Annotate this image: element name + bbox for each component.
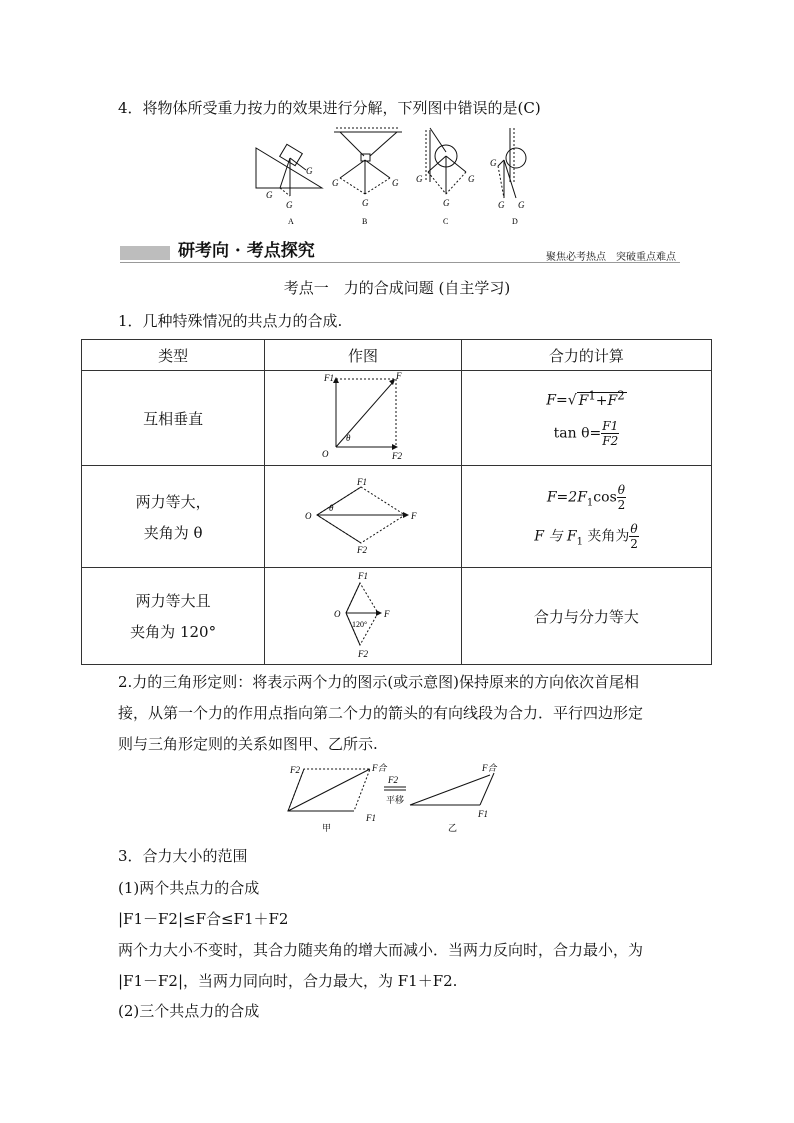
label-b-g: G bbox=[362, 198, 369, 208]
table-row-120 bbox=[82, 568, 712, 665]
label-f1: F1 bbox=[324, 373, 335, 383]
label-f2: F2 bbox=[290, 765, 300, 775]
label-b-g2: G bbox=[392, 178, 399, 188]
label-b-g1: G bbox=[332, 178, 339, 188]
label-d-g2: G bbox=[518, 200, 525, 210]
label-f1: F1 bbox=[358, 571, 369, 581]
label-f: F bbox=[396, 371, 402, 381]
label-d-g: G bbox=[498, 200, 505, 210]
perpendicular-diagram bbox=[318, 371, 408, 461]
section-rule bbox=[120, 262, 680, 263]
label-f1: F1 bbox=[366, 813, 376, 823]
topic-heading: 考点一 力的合成问题 (自主学习) bbox=[283, 279, 511, 297]
magnitude-formula: F=√ $F^1+F^2$ bbox=[546, 388, 625, 409]
paragraph-2-line-2: 接，从第一个力的作用点指向第二个力的箭头的有向线段为合力．平行四边形定 bbox=[118, 704, 644, 722]
paragraph-3-1: (1)两个共点力的合成 bbox=[118, 879, 260, 897]
triangle-rule-figure bbox=[284, 761, 524, 833]
header-diagram: 作图 bbox=[265, 340, 462, 371]
label-c-g1: G bbox=[416, 174, 423, 184]
diagram-cell bbox=[265, 371, 462, 466]
section-header bbox=[120, 241, 680, 263]
label-f1-2: F1 bbox=[478, 809, 488, 819]
120-diagram bbox=[318, 569, 408, 659]
section-bar-block bbox=[120, 246, 170, 260]
paragraph-2-line-3: 则与三角形定则的关系如图甲、乙所示. bbox=[118, 735, 378, 753]
header-calc: 合力的计算 bbox=[461, 340, 711, 371]
table-row-perpendicular bbox=[82, 371, 712, 466]
gravity-decomposition-figure bbox=[252, 126, 552, 230]
label-he: F合 bbox=[372, 763, 387, 773]
label-f: F bbox=[384, 609, 390, 619]
label-yi: 乙 bbox=[448, 823, 458, 833]
type-cell: 两力等大， 夹角为 θ bbox=[82, 466, 265, 568]
paragraph-3-text-1: 两个力大小不变时，其合力随夹角的增大而减小．当两力反向时，合力最小，为 bbox=[118, 941, 644, 959]
paragraph-3-text-2: |F1－F2|，当两力同向时，合力最大，为 F1＋F2. bbox=[118, 972, 458, 990]
magnitude-formula: $F=2F_1\cos$ $\frac{\theta}{2}$ bbox=[546, 482, 626, 512]
paragraph-3-heading: 3．合力大小的范围 bbox=[118, 847, 248, 865]
diagram-cell bbox=[265, 568, 462, 665]
label-c-g: G bbox=[443, 198, 450, 208]
paragraph-2-line-1: 2.力的三角形定则：将表示两个力的图示(或示意图)保持原来的方向依次首尾相 bbox=[118, 673, 640, 691]
label-a-g: G bbox=[286, 200, 293, 210]
label-theta: θ bbox=[346, 433, 351, 443]
label-b: B bbox=[362, 217, 368, 226]
label-move-f2: F2 bbox=[388, 775, 398, 785]
label-a: A bbox=[288, 217, 294, 226]
label-c: C bbox=[443, 217, 449, 226]
force-composition-table bbox=[81, 339, 712, 665]
label-pingyi: 平移 bbox=[386, 795, 405, 805]
label-d-g1: G bbox=[490, 158, 497, 168]
label-f: F bbox=[411, 510, 417, 521]
section-note: 聚焦必考热点 突破重点难点 bbox=[546, 252, 676, 263]
type-cell: 两力等大且 夹角为 120° bbox=[82, 568, 265, 665]
type-cell: 互相垂直 bbox=[82, 371, 265, 466]
paragraph-3-formula: |F1－F2|≤F合≤F1＋F2 bbox=[118, 910, 289, 928]
label-f1: F1 bbox=[357, 476, 368, 487]
label-a-g2: G bbox=[306, 166, 313, 176]
paragraph-3-2: (2)三个共点力的合成 bbox=[118, 1002, 260, 1020]
label-120: 120° bbox=[352, 620, 368, 629]
figure-c bbox=[426, 128, 466, 194]
label-f2: F2 bbox=[358, 649, 369, 659]
paragraph-1: 1．几种特殊情况的共点力的合成. bbox=[118, 312, 343, 330]
label-he-2: F合 bbox=[482, 763, 497, 773]
angle-formula: F 与 $F_1$ 夹角为 $\frac{\theta}{2}$ bbox=[534, 521, 638, 551]
label-o: O bbox=[334, 609, 341, 619]
label-jia: 甲 bbox=[322, 823, 332, 833]
figure-d bbox=[498, 128, 526, 198]
diagram-cell bbox=[265, 466, 462, 568]
label-o: O bbox=[305, 510, 312, 521]
label-d: D bbox=[512, 217, 518, 226]
calc-cell bbox=[461, 466, 711, 568]
calc-cell bbox=[461, 371, 711, 466]
question-4: 4．将物体所受重力按力的效果进行分解，下列图中错误的是(C) bbox=[118, 99, 541, 117]
label-o: O bbox=[322, 449, 329, 459]
rhombus-diagram bbox=[303, 475, 423, 555]
label-c-g2: G bbox=[468, 174, 475, 184]
tan-formula: tan θ= $\frac{F1}{F2}$ bbox=[553, 418, 619, 448]
label-f2: F2 bbox=[392, 451, 403, 461]
table-header-row bbox=[82, 340, 712, 371]
header-type: 类型 bbox=[82, 340, 265, 371]
section-title: 研考向 · 考点探究 bbox=[178, 241, 315, 261]
label-f2: F2 bbox=[357, 544, 368, 555]
label-theta: θ bbox=[329, 502, 334, 513]
calc-cell: 合力与分力等大 bbox=[461, 568, 711, 665]
label-a-g1: G bbox=[266, 190, 273, 200]
table-row-equal-angle bbox=[82, 466, 712, 568]
